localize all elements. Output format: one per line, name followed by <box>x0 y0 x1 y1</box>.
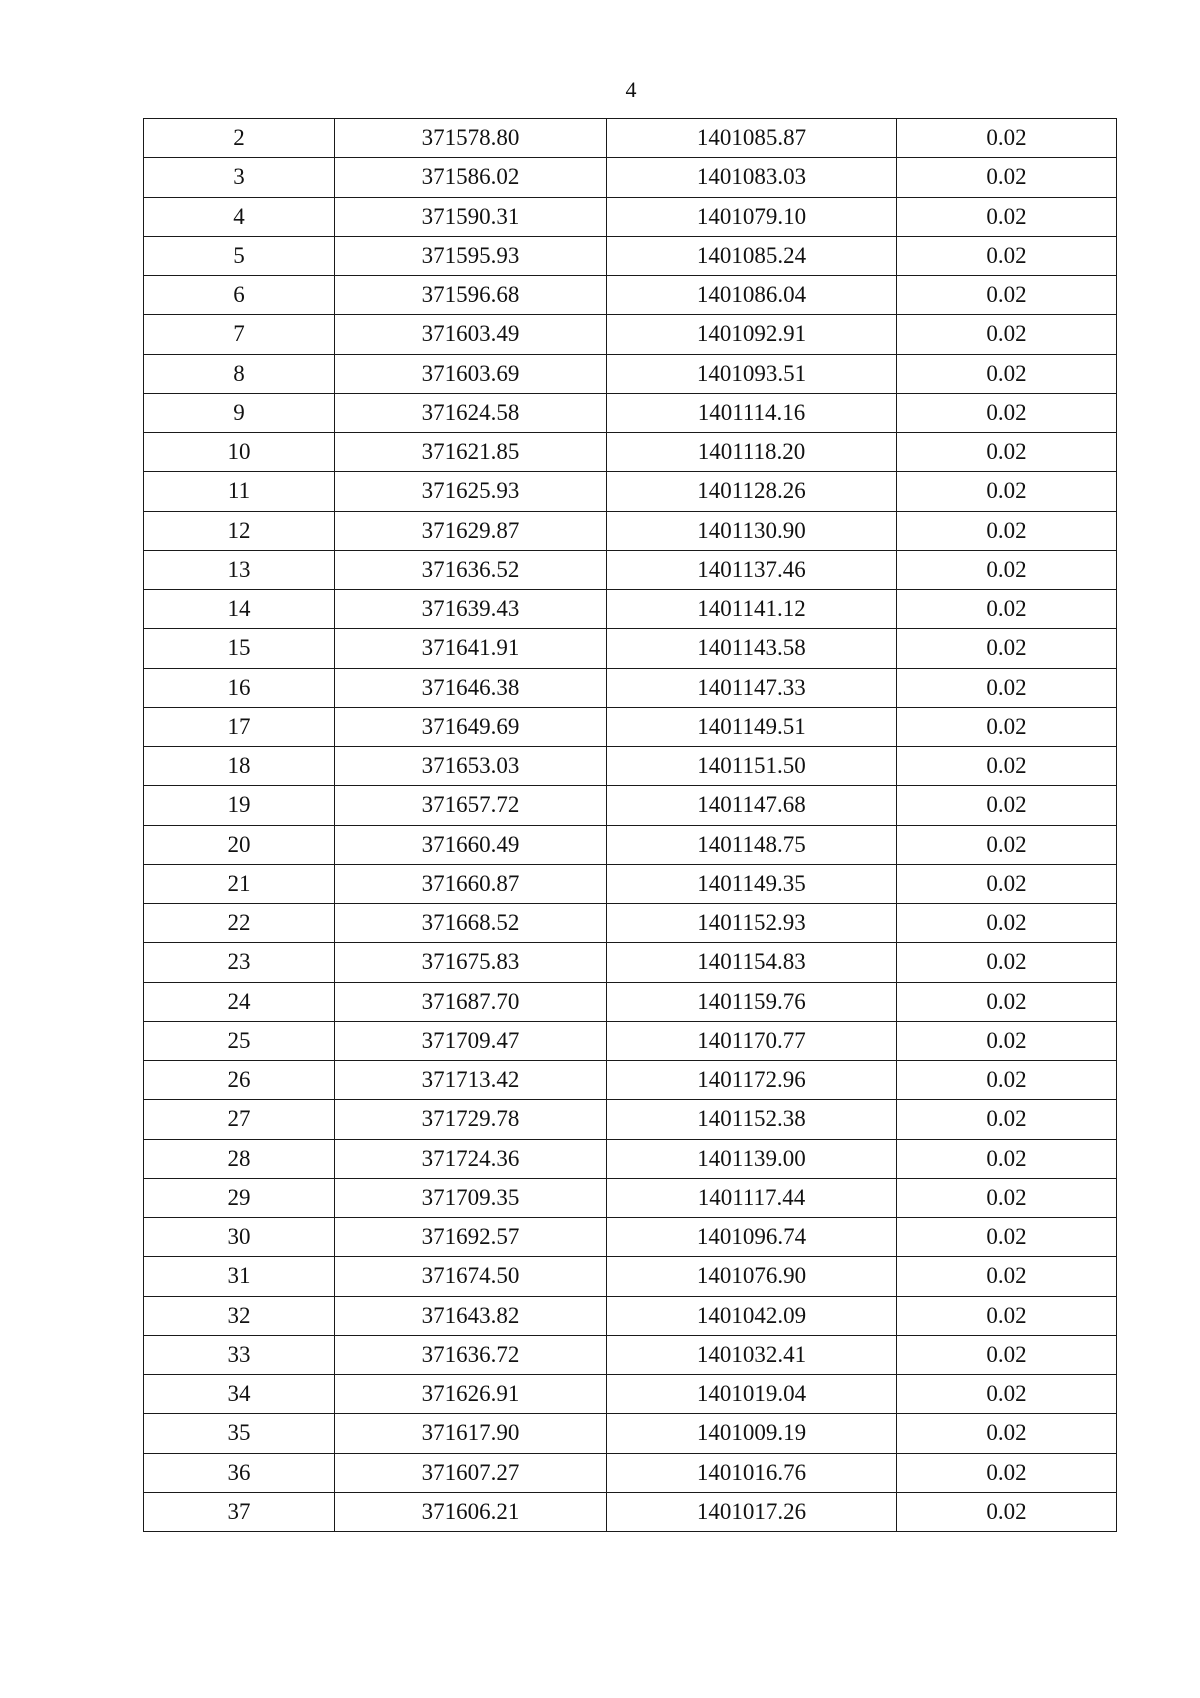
x-coordinate-cell: 371629.87 <box>335 511 607 550</box>
table-row <box>144 1414 1117 1453</box>
x-coordinate-cell: 371692.57 <box>335 1218 607 1257</box>
y-coordinate-cell: 1401130.90 <box>607 511 897 550</box>
x-coordinate-cell: 371624.58 <box>335 393 607 432</box>
y-coordinate-cell: 1401149.35 <box>607 864 897 903</box>
y-coordinate-cell: 1401118.20 <box>607 433 897 472</box>
x-coordinate-cell: 371729.78 <box>335 1100 607 1139</box>
y-coordinate-cell: 1401009.19 <box>607 1414 897 1453</box>
point-number-cell: 14 <box>144 590 335 629</box>
table-row <box>144 1218 1117 1257</box>
tolerance-cell: 0.02 <box>897 1178 1117 1217</box>
point-number-cell: 2 <box>144 119 335 158</box>
y-coordinate-cell: 1401042.09 <box>607 1296 897 1335</box>
table-row <box>144 1453 1117 1492</box>
table-row <box>144 354 1117 393</box>
x-coordinate-cell: 371641.91 <box>335 629 607 668</box>
tolerance-cell: 0.02 <box>897 472 1117 511</box>
tolerance-cell: 0.02 <box>897 747 1117 786</box>
table-row <box>144 1335 1117 1374</box>
table-row <box>144 1296 1117 1335</box>
page-number: 4 <box>625 77 637 102</box>
y-coordinate-cell: 1401147.68 <box>607 786 897 825</box>
y-coordinate-cell: 1401016.76 <box>607 1453 897 1492</box>
x-coordinate-cell: 371607.27 <box>335 1453 607 1492</box>
point-number-cell: 10 <box>144 433 335 472</box>
tolerance-cell: 0.02 <box>897 1021 1117 1060</box>
table-row <box>144 786 1117 825</box>
table-row <box>144 943 1117 982</box>
y-coordinate-cell: 1401114.16 <box>607 393 897 432</box>
x-coordinate-cell: 371660.49 <box>335 825 607 864</box>
x-coordinate-cell: 371643.82 <box>335 1296 607 1335</box>
y-coordinate-cell: 1401086.04 <box>607 276 897 315</box>
table-row <box>144 433 1117 472</box>
point-number-cell: 19 <box>144 786 335 825</box>
point-number-cell: 12 <box>144 511 335 550</box>
tolerance-cell: 0.02 <box>897 590 1117 629</box>
tolerance-cell: 0.02 <box>897 1335 1117 1374</box>
table-row <box>144 550 1117 589</box>
x-coordinate-cell: 371653.03 <box>335 747 607 786</box>
table-row <box>144 472 1117 511</box>
table-row <box>144 315 1117 354</box>
point-number-cell: 23 <box>144 943 335 982</box>
point-number-cell: 6 <box>144 276 335 315</box>
point-number-cell: 35 <box>144 1414 335 1453</box>
x-coordinate-cell: 371621.85 <box>335 433 607 472</box>
tolerance-cell: 0.02 <box>897 511 1117 550</box>
tolerance-cell: 0.02 <box>897 1100 1117 1139</box>
tolerance-cell: 0.02 <box>897 825 1117 864</box>
tolerance-cell: 0.02 <box>897 1139 1117 1178</box>
point-number-cell: 32 <box>144 1296 335 1335</box>
x-coordinate-cell: 371586.02 <box>335 158 607 197</box>
tolerance-cell: 0.02 <box>897 629 1117 668</box>
x-coordinate-cell: 371657.72 <box>335 786 607 825</box>
point-number-cell: 16 <box>144 668 335 707</box>
tolerance-cell: 0.02 <box>897 943 1117 982</box>
tolerance-cell: 0.02 <box>897 197 1117 236</box>
y-coordinate-cell: 1401170.77 <box>607 1021 897 1060</box>
tolerance-cell: 0.02 <box>897 1296 1117 1335</box>
x-coordinate-cell: 371724.36 <box>335 1139 607 1178</box>
point-number-cell: 36 <box>144 1453 335 1492</box>
point-number-cell: 4 <box>144 197 335 236</box>
x-coordinate-cell: 371713.42 <box>335 1061 607 1100</box>
point-number-cell: 33 <box>144 1335 335 1374</box>
x-coordinate-cell: 371626.91 <box>335 1375 607 1414</box>
x-coordinate-cell: 371674.50 <box>335 1257 607 1296</box>
x-coordinate-cell: 371596.68 <box>335 276 607 315</box>
table-row <box>144 668 1117 707</box>
tolerance-cell: 0.02 <box>897 158 1117 197</box>
tolerance-cell: 0.02 <box>897 707 1117 746</box>
y-coordinate-cell: 1401085.24 <box>607 236 897 275</box>
tolerance-cell: 0.02 <box>897 982 1117 1021</box>
x-coordinate-cell: 371709.35 <box>335 1178 607 1217</box>
point-number-cell: 17 <box>144 707 335 746</box>
tolerance-cell: 0.02 <box>897 393 1117 432</box>
x-coordinate-cell: 371606.21 <box>335 1492 607 1531</box>
y-coordinate-cell: 1401096.74 <box>607 1218 897 1257</box>
point-number-cell: 7 <box>144 315 335 354</box>
point-number-cell: 5 <box>144 236 335 275</box>
y-coordinate-cell: 1401172.96 <box>607 1061 897 1100</box>
point-number-cell: 26 <box>144 1061 335 1100</box>
point-number-cell: 37 <box>144 1492 335 1531</box>
y-coordinate-cell: 1401154.83 <box>607 943 897 982</box>
x-coordinate-cell: 371668.52 <box>335 904 607 943</box>
y-coordinate-cell: 1401076.90 <box>607 1257 897 1296</box>
point-number-cell: 9 <box>144 393 335 432</box>
x-coordinate-cell: 371675.83 <box>335 943 607 982</box>
table-row <box>144 864 1117 903</box>
point-number-cell: 28 <box>144 1139 335 1178</box>
coordinates-table-body <box>144 119 1117 1532</box>
x-coordinate-cell: 371625.93 <box>335 472 607 511</box>
x-coordinate-cell: 371590.31 <box>335 197 607 236</box>
point-number-cell: 27 <box>144 1100 335 1139</box>
table-row <box>144 629 1117 668</box>
x-coordinate-cell: 371578.80 <box>335 119 607 158</box>
x-coordinate-cell: 371636.72 <box>335 1335 607 1374</box>
x-coordinate-cell: 371595.93 <box>335 236 607 275</box>
tolerance-cell: 0.02 <box>897 119 1117 158</box>
coordinates-table <box>143 118 1117 1532</box>
point-number-cell: 11 <box>144 472 335 511</box>
x-coordinate-cell: 371603.49 <box>335 315 607 354</box>
table-row <box>144 904 1117 943</box>
y-coordinate-cell: 1401152.93 <box>607 904 897 943</box>
table-row <box>144 747 1117 786</box>
point-number-cell: 29 <box>144 1178 335 1217</box>
tolerance-cell: 0.02 <box>897 1414 1117 1453</box>
tolerance-cell: 0.02 <box>897 668 1117 707</box>
point-number-cell: 24 <box>144 982 335 1021</box>
point-number-cell: 13 <box>144 550 335 589</box>
y-coordinate-cell: 1401159.76 <box>607 982 897 1021</box>
tolerance-cell: 0.02 <box>897 315 1117 354</box>
x-coordinate-cell: 371649.69 <box>335 707 607 746</box>
table-row <box>144 511 1117 550</box>
y-coordinate-cell: 1401092.91 <box>607 315 897 354</box>
table-row <box>144 707 1117 746</box>
tolerance-cell: 0.02 <box>897 904 1117 943</box>
tolerance-cell: 0.02 <box>897 1061 1117 1100</box>
point-number-cell: 22 <box>144 904 335 943</box>
point-number-cell: 21 <box>144 864 335 903</box>
tolerance-cell: 0.02 <box>897 354 1117 393</box>
y-coordinate-cell: 1401085.87 <box>607 119 897 158</box>
tolerance-cell: 0.02 <box>897 550 1117 589</box>
table-row <box>144 276 1117 315</box>
table-row <box>144 393 1117 432</box>
y-coordinate-cell: 1401147.33 <box>607 668 897 707</box>
x-coordinate-cell: 371646.38 <box>335 668 607 707</box>
y-coordinate-cell: 1401141.12 <box>607 590 897 629</box>
y-coordinate-cell: 1401032.41 <box>607 1335 897 1374</box>
y-coordinate-cell: 1401079.10 <box>607 197 897 236</box>
table-row <box>144 825 1117 864</box>
point-number-cell: 30 <box>144 1218 335 1257</box>
x-coordinate-cell: 371687.70 <box>335 982 607 1021</box>
y-coordinate-cell: 1401137.46 <box>607 550 897 589</box>
table-row <box>144 590 1117 629</box>
tolerance-cell: 0.02 <box>897 1257 1117 1296</box>
y-coordinate-cell: 1401143.58 <box>607 629 897 668</box>
table-row <box>144 1178 1117 1217</box>
y-coordinate-cell: 1401149.51 <box>607 707 897 746</box>
point-number-cell: 25 <box>144 1021 335 1060</box>
table-row <box>144 1100 1117 1139</box>
tolerance-cell: 0.02 <box>897 276 1117 315</box>
tolerance-cell: 0.02 <box>897 1492 1117 1531</box>
x-coordinate-cell: 371660.87 <box>335 864 607 903</box>
x-coordinate-cell: 371636.52 <box>335 550 607 589</box>
y-coordinate-cell: 1401139.00 <box>607 1139 897 1178</box>
y-coordinate-cell: 1401093.51 <box>607 354 897 393</box>
tolerance-cell: 0.02 <box>897 786 1117 825</box>
table-row <box>144 119 1117 158</box>
x-coordinate-cell: 371709.47 <box>335 1021 607 1060</box>
tolerance-cell: 0.02 <box>897 1453 1117 1492</box>
y-coordinate-cell: 1401152.38 <box>607 1100 897 1139</box>
tolerance-cell: 0.02 <box>897 1375 1117 1414</box>
table-row <box>144 158 1117 197</box>
y-coordinate-cell: 1401083.03 <box>607 158 897 197</box>
table-row <box>144 197 1117 236</box>
x-coordinate-cell: 371603.69 <box>335 354 607 393</box>
tolerance-cell: 0.02 <box>897 236 1117 275</box>
tolerance-cell: 0.02 <box>897 864 1117 903</box>
table-row <box>144 1375 1117 1414</box>
point-number-cell: 15 <box>144 629 335 668</box>
table-row <box>144 1492 1117 1531</box>
table-row <box>144 1021 1117 1060</box>
tolerance-cell: 0.02 <box>897 1218 1117 1257</box>
x-coordinate-cell: 371639.43 <box>335 590 607 629</box>
point-number-cell: 18 <box>144 747 335 786</box>
point-number-cell: 3 <box>144 158 335 197</box>
y-coordinate-cell: 1401128.26 <box>607 472 897 511</box>
y-coordinate-cell: 1401148.75 <box>607 825 897 864</box>
point-number-cell: 34 <box>144 1375 335 1414</box>
table-row <box>144 982 1117 1021</box>
table-row <box>144 1257 1117 1296</box>
y-coordinate-cell: 1401151.50 <box>607 747 897 786</box>
y-coordinate-cell: 1401017.26 <box>607 1492 897 1531</box>
x-coordinate-cell: 371617.90 <box>335 1414 607 1453</box>
table-row <box>144 1139 1117 1178</box>
point-number-cell: 20 <box>144 825 335 864</box>
table-row <box>144 236 1117 275</box>
tolerance-cell: 0.02 <box>897 433 1117 472</box>
table-row <box>144 1061 1117 1100</box>
y-coordinate-cell: 1401117.44 <box>607 1178 897 1217</box>
point-number-cell: 8 <box>144 354 335 393</box>
point-number-cell: 31 <box>144 1257 335 1296</box>
y-coordinate-cell: 1401019.04 <box>607 1375 897 1414</box>
